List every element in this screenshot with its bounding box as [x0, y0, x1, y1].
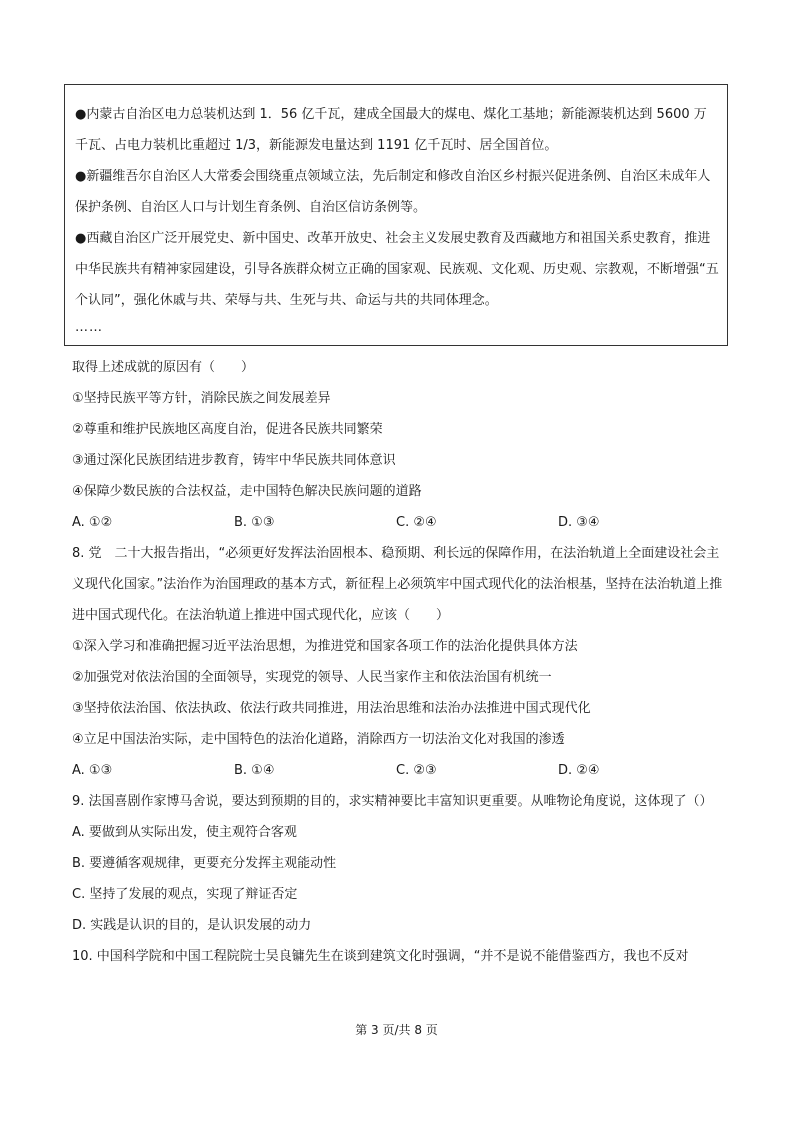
q7-choice-d: D. ③④ — [558, 515, 600, 530]
material-item-inner-mongolia: ●内蒙古自治区电力总装机达到 1．56 亿千瓦，建成全国最大的煤电、煤化工基地；新能源装机达到 5600 万千瓦、占电力装机比重超过 1/3，新能源发电量达到 1191 亿千瓦时、居全国首位。 — [75, 107, 707, 153]
material-item-xinjiang: ●新疆维吾尔自治区人大常委会围绕重点领域立法，先后制定和修改自治区乡村振兴促进条例、自治区未成年人保护条例、自治区人口与计划生育条例、自治区信访条例等。 — [75, 169, 711, 215]
q8-choices — [72, 755, 732, 786]
q8-option-3: ③坚持依法治国、依法执政、依法行政共同推进，用法治思维和法治办法推进中国式现代化 — [72, 701, 591, 716]
q8-choice-c: C. ②③ — [396, 763, 437, 778]
q7-option-4: ④保障少数民族的合法权益，走中国特色解决民族问题的道路 — [72, 484, 422, 499]
q7-choice-a: A. ①② — [72, 515, 113, 530]
q8-stem: 8. 党 二十大报告指出，“必须更好发挥法治固根本、稳预期、利长远的保障作用，在法治轨道上全面建设社会主义现代化国家。”法治作为治国理政的基本方式，新征程上必须筑牢中国式现代化的法治根基，坚持在法治轨道上推进中国式现代化。在法治轨道上推进中国式现代化，应该（ ） — [72, 546, 723, 623]
q9-option-a: A. 要做到从实际出发，使主观符合客观 — [72, 825, 297, 840]
q7-choice-c: C. ②④ — [396, 515, 437, 530]
q9-option-b: B. 要遵循客观规律，更要充分发挥主观能动性 — [72, 856, 337, 871]
questions — [72, 352, 732, 972]
material-box — [64, 84, 728, 346]
q9-option-c: C. 坚持了发展的观点，实现了辩证否定 — [72, 887, 298, 902]
q8-choice-d: D. ②④ — [558, 763, 600, 778]
page-footer: 第 3 页/共 8 页 — [355, 1023, 438, 1037]
q8-option-4: ④立足中国法治实际，走中国特色的法治化道路，消除西方一切法治文化对我国的渗透 — [72, 732, 565, 747]
q7-option-1: ①坚持民族平等方针，消除民族之间发展差异 — [72, 391, 331, 406]
material-ellipsis: …… — [75, 320, 103, 335]
q9-stem: 9. 法国喜剧作家博马舍说，要达到预期的目的，求实精神要比丰富知识更重要。从唯物论角度说，这体现了（） — [72, 794, 713, 809]
q7-choices — [72, 507, 732, 538]
q8-choice-a: A. ①③ — [72, 763, 113, 778]
material-item-tibet: ●西藏自治区广泛开展党史、新中国史、改革开放史、社会主义发展史教育及西藏地方和祖国关系史教育，推进中华民族共有精神家园建设，引导各族群众树立正确的国家观、民族观、文化观、历史观、宗教观，不断增强“五个认同”，强化休戚与共、荣辱与共、生死与共、命运与共的共同体理念。 — [75, 231, 719, 308]
q10-stem: 10. 中国科学院和中国工程院院士吴良镛先生在谈到建筑文化时强调，“并不是说不能借鉴西方，我也不反对 — [72, 949, 689, 964]
q7-choice-b: B. ①③ — [234, 515, 275, 530]
q8-choice-b: B. ①④ — [234, 763, 275, 778]
q8-option-2: ②加强党对依法治国的全面领导，实现党的领导、人民当家作主和依法治国有机统一 — [72, 670, 552, 685]
q7-stem: 取得上述成就的原因有（ ） — [72, 360, 255, 375]
q7-option-3: ③通过深化民族团结进步教育，铸牢中华民族共同体意识 — [72, 453, 396, 468]
q7-option-2: ②尊重和维护民族地区高度自治，促进各民族共同繁荣 — [72, 422, 383, 437]
q8-option-1: ①深入学习和准确把握习近平法治思想，为推进党和国家各项工作的法治化提供具体方法 — [72, 639, 578, 654]
q9-option-d: D. 实践是认识的目的，是认识发展的动力 — [72, 918, 312, 933]
